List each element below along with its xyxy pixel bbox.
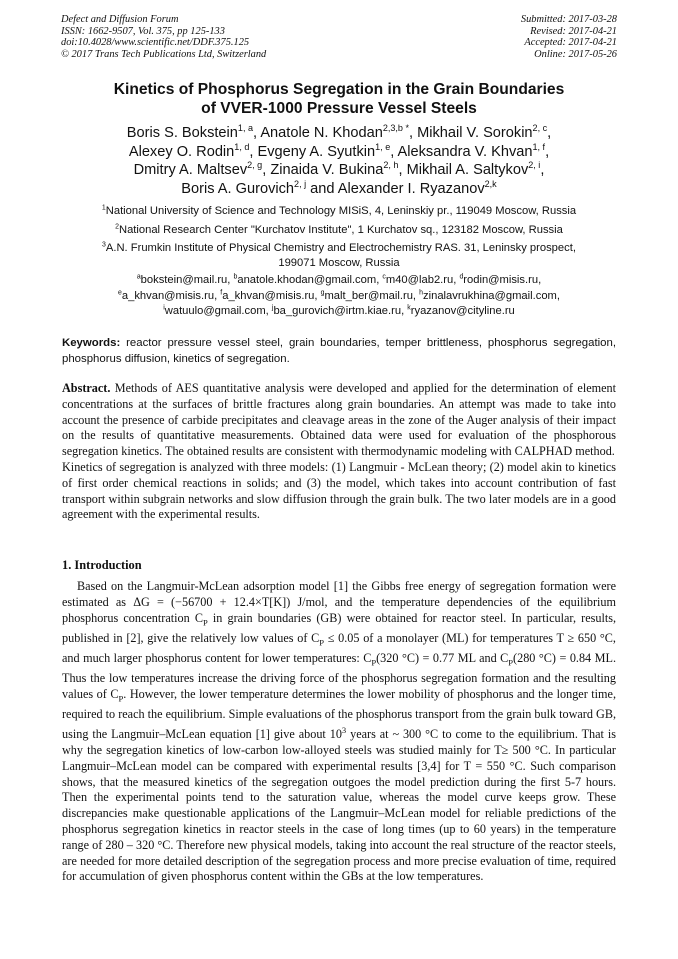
author: Mikhail V. Sorokin: [417, 125, 533, 141]
header-right: [521, 14, 617, 60]
email: bokstein@mail.ru,: [140, 274, 231, 286]
author-mark: 2, g: [247, 160, 263, 171]
intro-text: years at ~ 300 °C to come to the equilibrium. That is why the segregation kinetics of low-carbon low-alloyed steels was studied mainly for T≥ 500 °C. In particular Langmuir–McLean model can be compared with experimental results [3,4] for T = 550 °C. Such comparison shows, that the measured kinetics of the segregation outgoes the model prediction during the first 5-7 hours. Then the experimental points tend to the saturation value, whereas the model curve keeps grow. These discrepancies make questionable applications of the Langmuir–McLean model for reliable predictions of the phosphorus segregation kinetics in reactor steels in the case of long times (up to 60 years) in the temperature range of 280 – 320 °C. Therefore new physical models, taking into account the real structure of the reactor steels, are needed for more detailed description of the segregation process and more precise evaluation of time, required for accumulation of given phosphorus content within the GBs at the low temperatures.: [62, 727, 616, 884]
author: Anatole N. Khodan: [260, 125, 383, 141]
keywords: [62, 336, 616, 367]
email: watuulo@gmail.com,: [164, 305, 269, 318]
author-mark: 2, i: [528, 160, 541, 171]
intro-text: . However, the lower temperature determines the lower mobility of phosphorus and the longer time, required to reach the equilibrium. Simple evaluations of the phosphorus transport from the grain bulk toward GB, using the Langmuir–McLean equation [1] give about 10: [62, 687, 616, 742]
title-line-1: Kinetics of Phosphorus Segregation in the Grain Boundaries: [113, 81, 565, 98]
author: Alexey O. Rodin: [128, 143, 235, 160]
author-mark: 2, j: [294, 178, 307, 189]
author-mark: 1, d: [234, 141, 250, 152]
email-mark: a: [136, 273, 141, 281]
affiliation-text: 199071 Moscow, Russia: [278, 257, 400, 270]
email: ba_gurovich@irtm.kiae.ru,: [273, 305, 405, 318]
email-mark: f: [220, 288, 223, 296]
email-list: [40, 273, 638, 320]
author-conjunction: and: [310, 180, 335, 197]
email-mark: b: [233, 273, 238, 281]
section-heading: 1. Introduction: [62, 558, 142, 572]
abstract-text: Methods of AES quantitative analysis were developed and applied for the determination of element concentrations at the surfaces of brittle fractures along grain boundaries. An attempt was made to take into account the presence of carbide precipitates and cleavage areas in the zone of the Auger analysis of their impact on the results of quantitative measurements. Obtained data were used for evaluation of the phosphorous segregation kinetics. The obtained results are consistent with thermodynamic modeling with CALPHAD method.: [62, 381, 617, 459]
intro-text: ≤ 0.05 of a monolayer (ML) for temperatures T ≥ 650 °C, and much larger phosphorus content for lower temperatures: C: [62, 630, 616, 666]
author: Mikhail A. Saltykov: [406, 162, 529, 179]
author: Zinaida V. Bukina: [270, 162, 384, 179]
abstract: [62, 381, 616, 523]
subscript: P: [118, 693, 124, 704]
author-mark: 1, f: [532, 141, 546, 152]
issn: ISSN: 1662-9507, Vol. 375, pp 125-133: [61, 25, 225, 37]
subscript: P: [371, 657, 377, 668]
author: Alexander I. Ryazanov: [337, 180, 485, 197]
email: anatole.khodan@gmail.com,: [237, 274, 380, 286]
author-mark: 2,3,b *: [382, 123, 409, 134]
author-mark: 2, h: [383, 160, 399, 171]
author-mark: 2,k: [484, 178, 497, 189]
email-mark: k: [407, 304, 411, 312]
author-mark: 1, a: [237, 123, 253, 134]
email: m40@lab2.ru,: [385, 274, 457, 286]
paper-title: [40, 80, 638, 118]
doi: doi:10.4028/www.scientific.net/DDF.375.125: [61, 37, 250, 49]
superscript: 3: [341, 725, 347, 736]
submitted-date: Submitted: 2017-03-28: [520, 14, 617, 25]
email-mark: i: [163, 304, 165, 312]
author: Boris S. Bokstein: [126, 125, 238, 141]
affiliation-number: 2: [115, 223, 119, 231]
author: Evgeny A. Syutkin: [257, 143, 376, 160]
subscript: P: [202, 617, 208, 628]
email-mark: h: [419, 288, 424, 296]
email: ryazanov@cityline.ru: [410, 305, 515, 318]
intro-text: in grain boundaries (GB) were obtained for reactor steel. In particular, results, published in [2], give the relatively low values of C: [62, 610, 617, 645]
email: rodin@misis.ru,: [463, 274, 542, 286]
author-mark: 2, c: [532, 123, 548, 134]
email-mark: c: [382, 273, 386, 281]
intro-text: Based on the Langmuir-McLean adsorption model [1] the Gibbs free energy of segregation formation were estimated as ΔG = (−56700 + 12.4×T[K]) J/mol, and the temperature dependencies of the equilibrium phosphorus concentration C: [62, 579, 616, 625]
author: Dmitry A. Maltsev: [133, 162, 248, 179]
abstract-label: Abstract.: [62, 381, 111, 395]
affiliation-text: A.N. Frumkin Institute of Physical Chemistry and Electrochemistry RAS. 31, Leninsky prospect,: [105, 242, 576, 254]
subscript: P: [508, 657, 514, 668]
revised-date: Revised: 2017-04-21: [530, 25, 617, 37]
author-list: Boris S. Bokstein$^{1, a}$, Anatole N. Khodan$^{2,3,b *}$, Mikhail V. Sorokin$^{2, c}$, Alexey O. Rodin$^{1, d}$, Evgeny A. Syutkin$^{1, e}$, Aleksandra V. Khvan$^{1, f}$, Dmitry A. Maltsev$^{2, g}$, Zinaida V. Bukina$^{2, h}$, Mikhail A. Saltykov$^{2, i}$, Boris A. Gurovich$^{2, j}$ and Alexander I. Ryazanov$^{2,k}$: [126, 123, 552, 197]
email: a_khvan@misis.ru,: [222, 289, 318, 302]
affiliation-number: 3: [102, 241, 106, 249]
abstract-paragraph-1: [62, 381, 616, 460]
author: Boris A. Gurovich: [181, 180, 295, 197]
email: a_khvan@misis.ru,: [121, 289, 218, 302]
keywords-text: reactor pressure vessel steel, grain boundaries, temper brittleness, phosphorus segregation, phosphorus diffusion, kinetics of segregation.: [62, 337, 616, 365]
abstract-paragraph-2: Kinetics of segregation is analyzed with three models: (1) Langmuir - McLean theory; (2) model akin to kinetics of first order chemical reactions in solids; and (3) the model, which takes into account contribution of fast transport within subgrain networks and slow diffusion through the grain bulk. The two later models are in a good agreement with the experimental results.: [62, 459, 616, 522]
title-line-2: of VVER-1000 Pressure Vessel Steels: [201, 100, 477, 117]
intro-paragraph: [62, 579, 616, 885]
email: malt_ber@mail.ru,: [324, 289, 417, 302]
email-mark: g: [320, 288, 325, 296]
header-left: [61, 14, 266, 60]
subscript: P: [319, 637, 324, 648]
affiliation-number: 1: [101, 204, 106, 212]
affiliation-text: National Research Center "Kurchatov Institute", 1 Kurchatov sq., 123182 Moscow, Russia: [118, 224, 563, 236]
email: zinalavrukhina@gmail.com,: [423, 289, 560, 302]
keywords-label: Keywords:: [62, 337, 121, 349]
author-mark: 1, e: [375, 141, 391, 152]
journal-name: Defect and Diffusion Forum: [61, 14, 179, 25]
affiliation-text: National University of Science and Technology MISiS, 4, Leninskiy pr., 119049 Moscow, Russia: [105, 205, 577, 217]
author: Aleksandra V. Khvan: [397, 143, 533, 160]
affiliation-1: [48, 204, 630, 219]
intro-text: (280 °C) = 0.84 ML. Thus the low temperatures increase the driving force of the phosphorus segregation formation and the resulting values of C: [62, 651, 616, 702]
affiliation-2: [48, 223, 630, 238]
accepted-date: Accepted: 2017-04-21: [524, 37, 617, 49]
email-mark: d: [459, 273, 464, 281]
intro-text: (320 °C) = 0.77 ML and C: [376, 651, 509, 666]
email-mark: j: [271, 304, 274, 312]
affiliation-3: [48, 241, 630, 272]
online-date: Online: 2017-05-26: [534, 48, 617, 60]
copyright: © 2017 Trans Tech Publications Ltd, Switzerland: [61, 48, 267, 60]
email-mark: e: [118, 288, 122, 296]
